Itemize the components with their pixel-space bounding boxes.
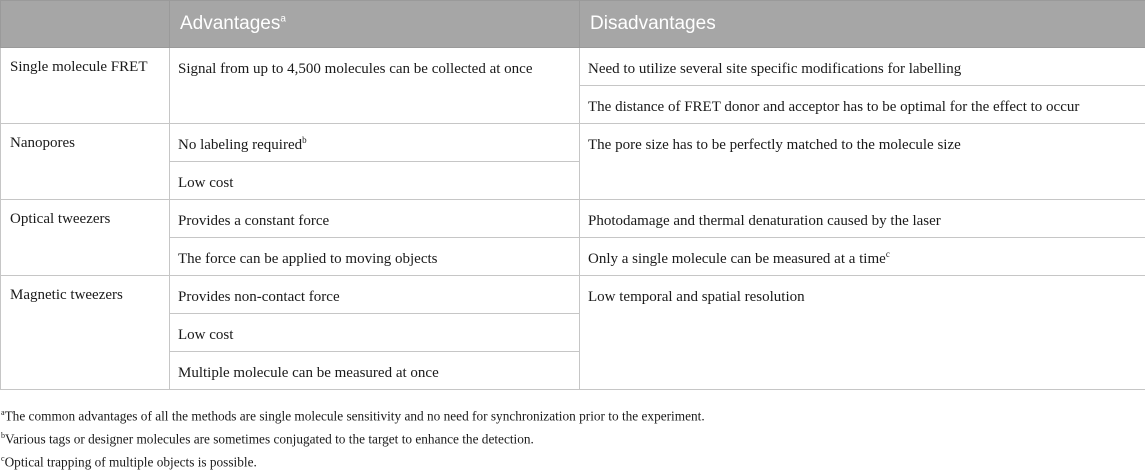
disadvantage-cell bbox=[580, 200, 1145, 238]
advantage-cell-content bbox=[178, 352, 439, 381]
footnotes bbox=[1, 403, 1141, 472]
advantage-cell-text: The force can be applied to moving objects bbox=[178, 251, 438, 267]
advantage-cell bbox=[170, 314, 580, 352]
header-advantages-label: Advantages bbox=[180, 13, 280, 34]
method-cell bbox=[1, 200, 170, 276]
method-cell-content bbox=[10, 124, 75, 151]
footnote-mark: c bbox=[1, 454, 5, 463]
footnote bbox=[1, 449, 1141, 472]
footnote bbox=[1, 403, 1141, 426]
advantage-cell-text: Signal from up to 4,500 molecules can be collected at once bbox=[178, 61, 532, 77]
disadvantage-cell-text: Photodamage and thermal denaturation caused by the laser bbox=[588, 213, 941, 229]
advantage-cell-text: Low cost bbox=[178, 327, 233, 343]
footnote-mark: b bbox=[1, 431, 5, 440]
table-row bbox=[1, 276, 1145, 314]
advantage-cell-content bbox=[178, 48, 532, 77]
table-row bbox=[1, 238, 1145, 276]
disadvantage-cell-text: Low temporal and spatial resolution bbox=[588, 289, 805, 305]
header-disadvantages: Disadvantages bbox=[580, 1, 1145, 48]
table-row bbox=[1, 48, 1145, 86]
table-row bbox=[1, 124, 1145, 162]
disadvantage-cell-content bbox=[588, 276, 805, 305]
disadvantage-cell bbox=[580, 238, 1145, 276]
method-cell-content bbox=[10, 276, 123, 303]
method-cell-text: Magnetic tweezers bbox=[10, 287, 123, 303]
advantage-cell-content bbox=[178, 276, 340, 305]
footnote-text: Various tags or designer molecules are sometimes conjugated to the target to enhance the detection. bbox=[5, 431, 534, 446]
disadvantage-cell bbox=[580, 276, 1145, 390]
advantage-cell bbox=[170, 238, 580, 276]
advantage-cell bbox=[170, 48, 580, 124]
disadvantage-cell-content bbox=[588, 48, 961, 77]
advantage-cell bbox=[170, 124, 580, 162]
advantage-cell-content bbox=[178, 238, 438, 267]
table-body bbox=[1, 48, 1145, 390]
disadvantage-cell-content bbox=[588, 124, 961, 153]
header-advantages bbox=[170, 1, 580, 48]
footnote-text: The common advantages of all the methods are single molecule sensitivity and no need for synchronization prior to the experiment. bbox=[5, 408, 705, 423]
footnote-mark: a bbox=[1, 408, 5, 417]
disadvantage-cell-text: The distance of FRET donor and acceptor has to be optimal for the effect to occur bbox=[588, 99, 1079, 115]
table-row bbox=[1, 200, 1145, 238]
advantage-cell-text: Provides non-contact force bbox=[178, 289, 340, 305]
disadvantage-cell-content bbox=[588, 86, 1079, 115]
disadvantage-cell bbox=[580, 86, 1145, 124]
method-cell bbox=[1, 276, 170, 390]
advantage-cell-text: Multiple molecule can be measured at once bbox=[178, 365, 439, 381]
disadvantage-cell-content bbox=[588, 200, 941, 229]
advantage-cell-text: No labeling required bbox=[178, 137, 302, 153]
footnote bbox=[1, 426, 1141, 449]
advantage-cell bbox=[170, 162, 580, 200]
footnote-text: Optical trapping of multiple objects is possible. bbox=[5, 454, 257, 469]
advantage-cell-text: Low cost bbox=[178, 175, 233, 191]
header-advantages-footnote-mark: a bbox=[280, 14, 286, 25]
header-method bbox=[1, 1, 170, 48]
disadvantage-cell-content bbox=[588, 238, 890, 267]
footnote-mark: b bbox=[302, 135, 307, 145]
advantage-cell-content bbox=[178, 200, 329, 229]
disadvantage-cell-text: Need to utilize several site specific modifications for labelling bbox=[588, 61, 961, 77]
advantage-cell-content bbox=[178, 162, 233, 191]
disadvantage-cell-text: The pore size has to be perfectly matched to the molecule size bbox=[588, 137, 961, 153]
advantage-cell bbox=[170, 276, 580, 314]
advantage-cell-content bbox=[178, 314, 233, 343]
advantage-cell bbox=[170, 200, 580, 238]
method-cell-text: Optical tweezers bbox=[10, 211, 110, 227]
advantage-cell bbox=[170, 352, 580, 390]
footnote-mark: c bbox=[886, 249, 890, 259]
advantage-cell-content bbox=[178, 124, 307, 153]
method-cell bbox=[1, 48, 170, 124]
disadvantage-cell-text: Only a single molecule can be measured at a time bbox=[588, 251, 886, 267]
method-cell-text: Single molecule FRET bbox=[10, 59, 147, 75]
disadvantage-cell bbox=[580, 124, 1145, 200]
header-row bbox=[1, 1, 1145, 48]
disadvantage-cell bbox=[580, 48, 1145, 86]
method-cell-text: Nanopores bbox=[10, 135, 75, 151]
method-cell-content bbox=[10, 48, 147, 75]
method-cell-content bbox=[10, 200, 110, 227]
method-cell bbox=[1, 124, 170, 200]
advantage-cell-text: Provides a constant force bbox=[178, 213, 329, 229]
